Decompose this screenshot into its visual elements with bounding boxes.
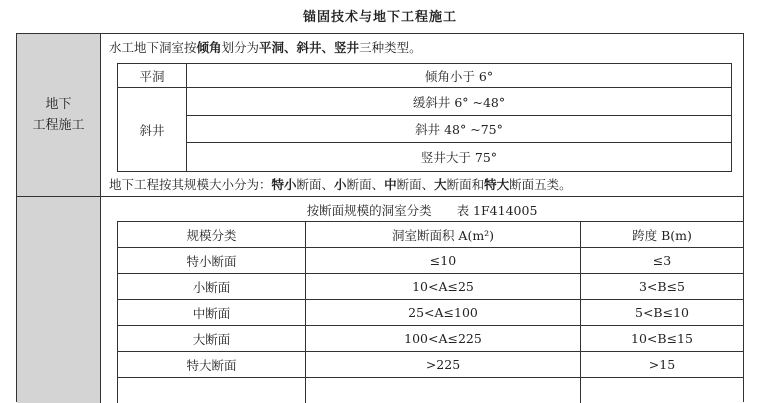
scale-pre: 地下工程按其规模大小分为： — [109, 177, 272, 192]
intro-line — [109, 39, 422, 57]
intro-mid: 划分为 — [221, 40, 260, 55]
value-incline: 斜井 48° ~75° — [415, 122, 503, 137]
table-row-0-area: ≤10 — [429, 253, 457, 268]
table-row-1-area: 10<A≤25 — [412, 279, 474, 294]
scale-p3-bold: 中 — [384, 177, 397, 192]
table-caption: 按断面规模的洞室分类 表 1F414005 — [306, 203, 538, 218]
scale-p1-bold: 特小 — [271, 177, 297, 192]
scale-p3: 断面、 — [396, 177, 435, 192]
value-pingdong: 倾角小于 6° — [424, 68, 494, 84]
intro-bold: 倾角 — [196, 40, 222, 55]
scale-p2-bold: 小 — [334, 177, 347, 192]
table-row-2-area: 25<A≤100 — [408, 305, 478, 320]
side-label-underground — [17, 34, 101, 196]
table-row-1-span: 3<B≤5 — [638, 279, 686, 294]
label-xiejing: 斜井 — [139, 122, 165, 138]
header-span: 跨度 B(m) — [632, 227, 692, 243]
table-row-1-scale: 小断面 — [192, 279, 231, 295]
scale-sentence — [109, 176, 572, 194]
table-row-3-area: 100<A≤225 — [404, 331, 482, 346]
table-row-3-scale: 大断面 — [192, 331, 231, 347]
intro-types: 平洞、斜井、竖井 — [259, 40, 360, 55]
table-row-0-span: ≤3 — [652, 253, 672, 268]
scale-p5-bold: 特大 — [484, 177, 510, 192]
scale-p1: 断面、 — [296, 177, 335, 192]
scale-p4-bold: 大 — [434, 177, 447, 192]
side-label-line2: 工程施工 — [32, 118, 85, 133]
intro-post: 三种类型。 — [359, 40, 422, 55]
side-label-empty — [17, 197, 101, 403]
content-table — [16, 33, 744, 402]
incline-table — [117, 63, 732, 172]
table-row-0-scale: 特小断面 — [186, 253, 237, 269]
table-row-3-span: 10<B≤15 — [631, 331, 693, 346]
table-row-4-area: >225 — [425, 357, 461, 372]
label-pingdong: 平洞 — [139, 68, 165, 84]
table-row-2-span: 5<B≤10 — [635, 305, 689, 320]
page-title: 锚固技术与地下工程施工 — [302, 10, 457, 25]
value-vertical-shaft: 竖井大于 75° — [420, 150, 498, 165]
header-area: 洞室断面积 A(m²) — [391, 227, 495, 243]
side-label-line1: 地下 — [45, 97, 72, 112]
table-row-4-scale: 特大断面 — [186, 357, 237, 373]
header-scale: 规模分类 — [186, 227, 237, 243]
intro-pre: 水工地下洞室按 — [109, 40, 197, 55]
table-row-2-scale: 中断面 — [192, 305, 231, 321]
section-size-table — [117, 221, 743, 403]
value-gentle-incline: 缓斜井 6° ~48° — [412, 94, 506, 110]
scale-p2: 断面、 — [346, 177, 385, 192]
scale-p4: 断面和 — [446, 177, 485, 192]
table-row-4-span: >15 — [648, 357, 676, 372]
section-divider — [17, 196, 743, 197]
scale-p5: 断面五类。 — [509, 177, 572, 192]
